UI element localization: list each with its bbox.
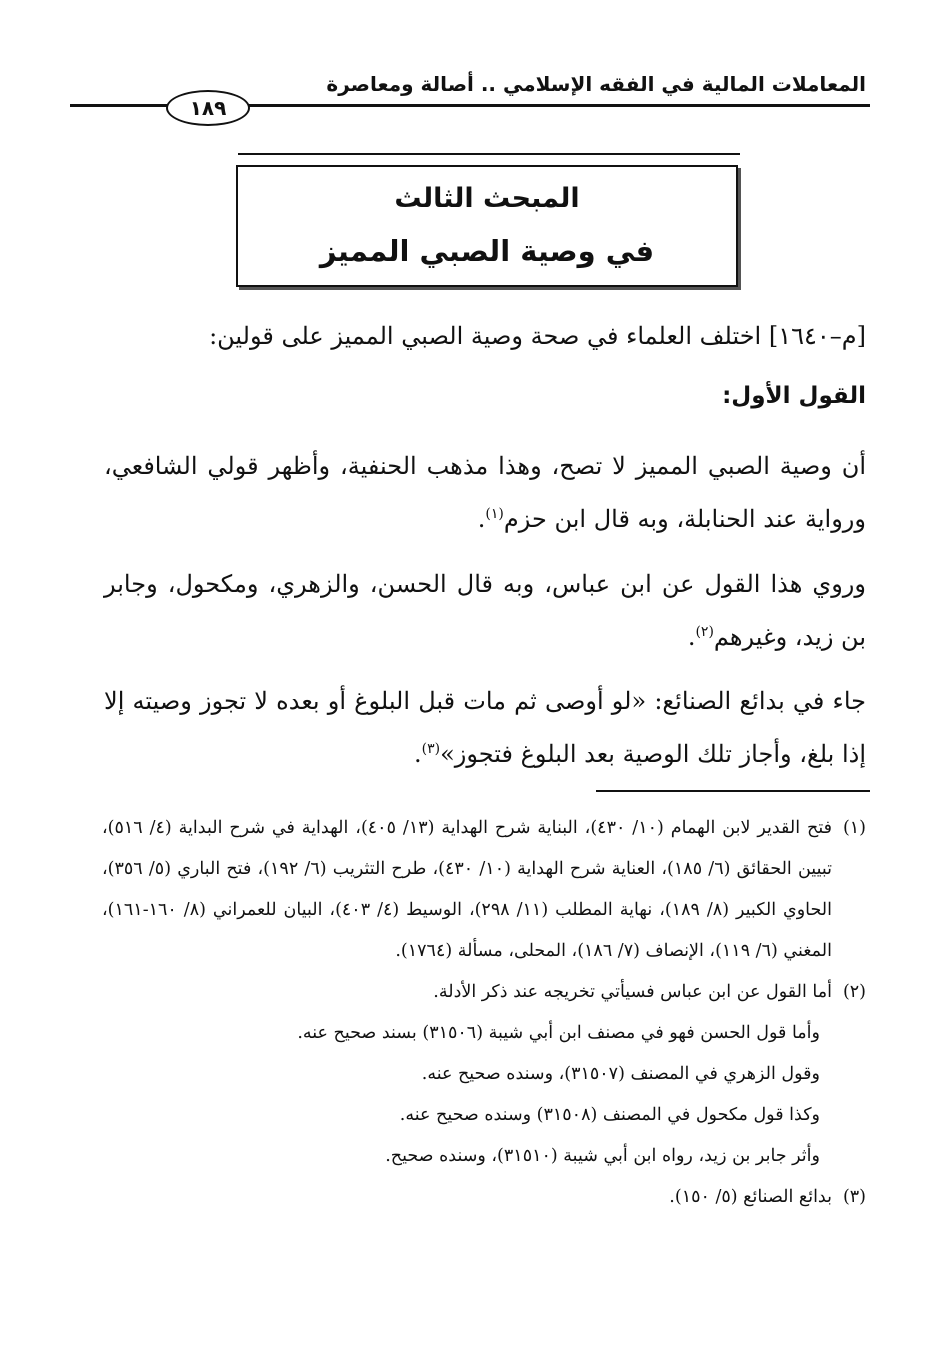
footnote-2 xyxy=(102,972,866,1013)
footnote-2-line-2: وأما قول الحسن فهو في مصنف ابن أبي شيبة (٣١٥٠٦) بسند صحيح عنه. xyxy=(297,1023,820,1043)
paragraph-1-end: . xyxy=(477,505,486,533)
footnote-2-line-3: وقول الزهري في المصنف (٣١٥٠٧)، وسنده صحيح عنه. xyxy=(421,1064,820,1084)
intro-paragraph: [م–١٦٤٠] اختلف العلماء في صحة وصية الصبي المميز على قولين: xyxy=(209,322,866,350)
paragraph-2-text: وروي هذا القول عن ابن عباس، وبه قال الحسن، والزهري، ومكحول، وجابر بن زيد، وغيرهم xyxy=(104,570,866,651)
footnote-ref-1[interactable]: (١) xyxy=(485,506,504,522)
section-title-box xyxy=(236,165,738,287)
footnote-1 xyxy=(102,808,866,972)
footnote-ref-2[interactable]: (٢) xyxy=(695,624,714,640)
footnote-1-text: فتح القدير لابن الهمام (١٠/ ٤٣٠)، البناية شرح الهداية (١٣/ ٤٠٥)، الهداية في شرح البداية (٤/ ٥١٦)، تبيين الحقائق (٦/ ١٨٥)، العناية شرح الهداية (١٠/ ٤٣٠)، طرح التثريب (٦/ ١٩٢)، فتح الباري (٥/ ٣٥٦)، الحاوي الكبير (٨/ ١٨٩)، نهاية المطلب (١١/ ٢٩٨)، الوسيط (٤/ ٤٠٣)، البيان للعمراني (٨/ ١٦٠-١٦١)، المغني (٦/ ١١٩)، الإنصاف (٧/ ١٨٦)، المحلى، مسألة (١٧٦٤). xyxy=(102,818,833,961)
paragraph-2 xyxy=(104,558,866,664)
footnote-separator xyxy=(596,790,870,792)
footnote-2-line-4: وكذا قول مكحول في المصنف (٣١٥٠٨) وسنده صحيح عنه. xyxy=(399,1105,820,1125)
footnote-2-text: أما القول عن ابن عباس فسيأتي تخريجه عند ذكر الأدلة. xyxy=(433,982,832,1002)
section-title: المبحث الثالث xyxy=(394,183,580,214)
footnote-3-text: بدائع الصنائع (٥/ ١٥٠). xyxy=(669,1187,832,1207)
paragraph-3-end: . xyxy=(413,740,422,768)
footnote-2-number: (٢) xyxy=(842,982,866,1002)
paragraph-3-text: جاء في بدائع الصنائع: «لو أوصى ثم مات قبل البلوغ أو بعده لا تجوز وصيته إلا إذا بلغ، وأجاز تلك الوصية بعد البلوغ فتجوز» xyxy=(104,687,866,768)
paragraph-2-end: . xyxy=(687,623,696,651)
footnotes xyxy=(102,808,866,1218)
paragraph-3 xyxy=(104,675,866,781)
footnote-3-number: (٣) xyxy=(842,1187,866,1207)
footnote-2-line-5: وأثر جابر بن زيد، رواه ابن أبي شيبة (٣١٥١٠)، وسنده صحيح. xyxy=(385,1146,820,1166)
page-number: ١٨٩ xyxy=(166,90,250,126)
first-opinion-heading: القول الأول: xyxy=(722,383,866,409)
paragraph-1 xyxy=(104,440,866,546)
footnote-3 xyxy=(102,1177,866,1218)
title-rule xyxy=(238,153,740,155)
running-header: المعاملات المالية في الفقه الإسلامي .. أصالة ومعاصرة xyxy=(326,72,866,96)
paragraph-1-text: أن وصية الصبي المميز لا تصح، وهذا مذهب الحنفية، وأظهر قولي الشافعي، ورواية عند الحنابلة، وبه قال ابن حزم xyxy=(104,452,866,533)
footnote-ref-3[interactable]: (٣) xyxy=(421,741,441,757)
section-subtitle: في وصية الصبي المميز xyxy=(319,234,655,268)
footnote-1-number: (١) xyxy=(842,818,866,838)
